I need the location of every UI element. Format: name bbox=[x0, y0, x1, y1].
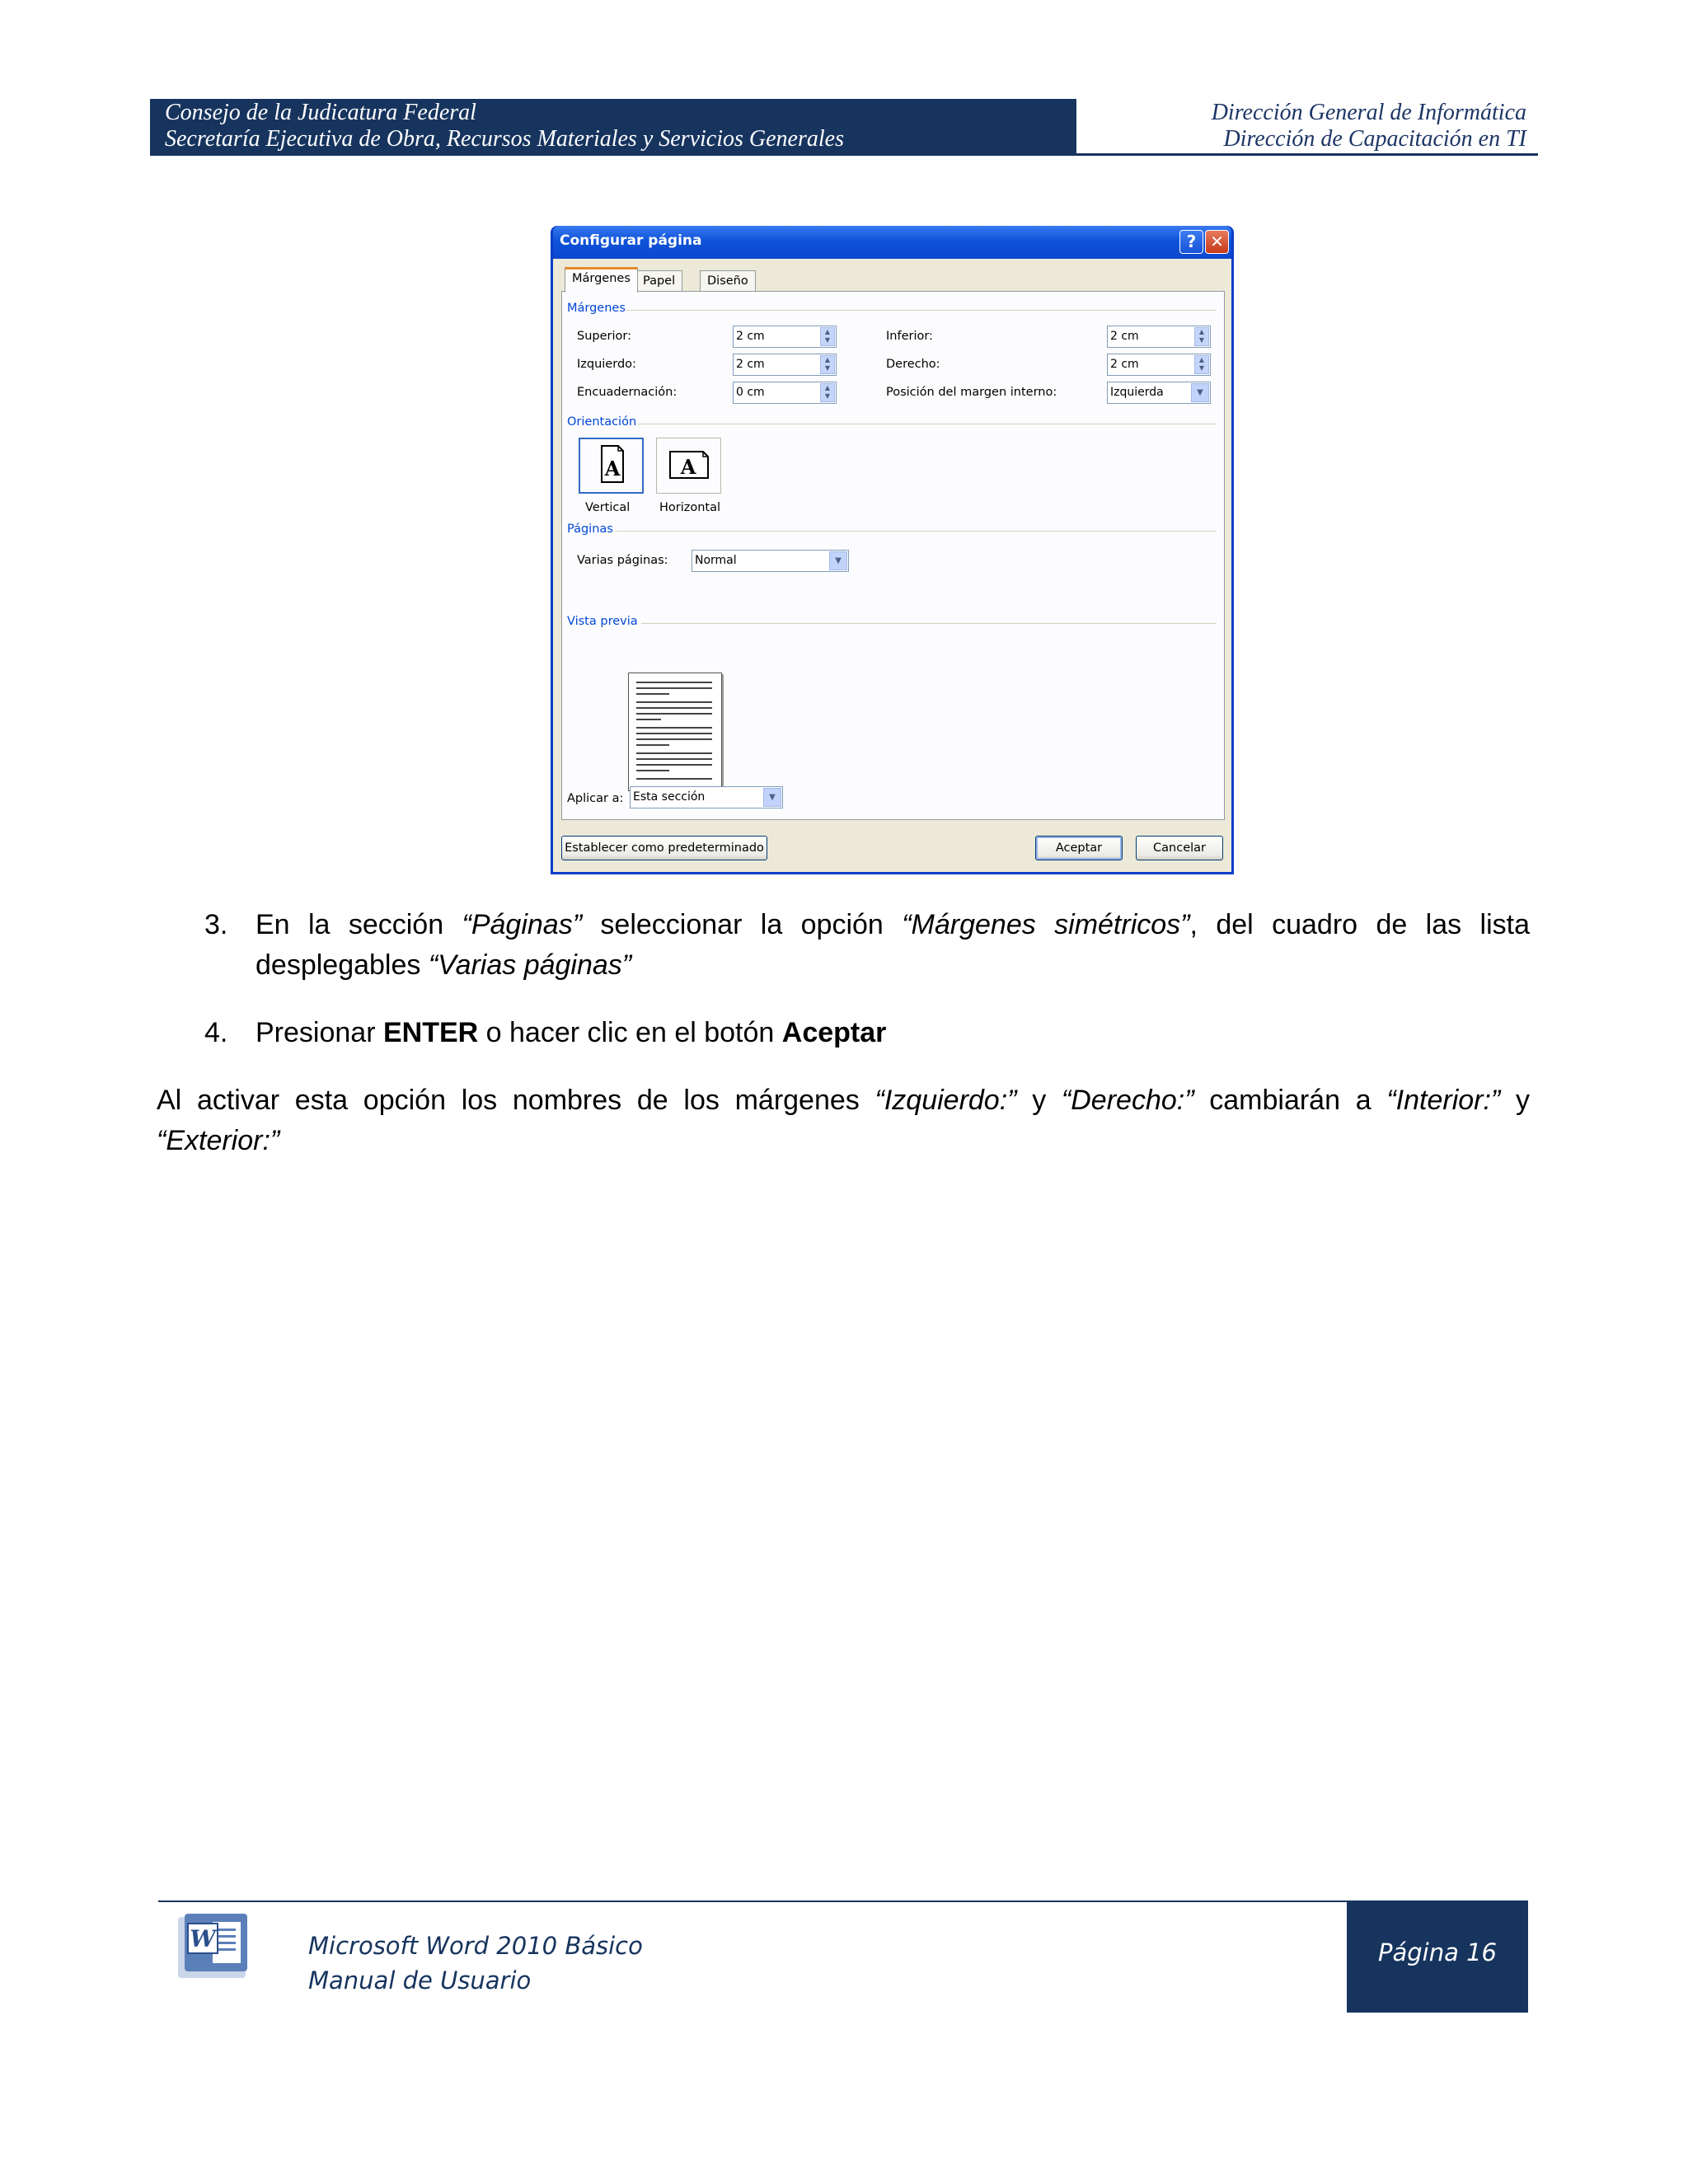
orientation-vertical-button[interactable] bbox=[579, 438, 644, 494]
text-run-italic: “Derecho:” bbox=[1061, 1085, 1194, 1116]
label-izquierdo: Izquierdo: bbox=[577, 358, 636, 371]
footer-course: Microsoft Word 2010 Básico bbox=[308, 1932, 643, 1960]
group-paginas: Páginas bbox=[567, 523, 613, 536]
header-left bbox=[165, 100, 844, 152]
close-icon[interactable]: ✕ bbox=[1205, 230, 1229, 254]
label-vertical: Vertical bbox=[585, 501, 631, 514]
header-secretaria: Secretaría Ejecutiva de Obra, Recursos Materiales y Servicios Generales bbox=[165, 126, 844, 152]
portrait-page-icon bbox=[580, 439, 643, 492]
text-run-italic: “Izquierdo:” bbox=[874, 1085, 1017, 1116]
text-run: seleccionar la opción bbox=[582, 909, 903, 940]
dialog-titlebar bbox=[553, 226, 1231, 259]
varias-paginas-select[interactable] bbox=[692, 550, 849, 572]
text-run: , del cuadro de las lista bbox=[1189, 909, 1530, 940]
izquierdo-spinner[interactable] bbox=[733, 354, 837, 376]
page-number: Página 16 bbox=[1378, 1938, 1497, 1966]
paragraph-line1 bbox=[157, 1080, 1530, 1121]
varias-paginas-value: Normal bbox=[695, 554, 737, 567]
label-posicion-margen: Posición del margen interno: bbox=[886, 386, 1057, 399]
text-run: cambiarán a bbox=[1193, 1085, 1387, 1116]
svg-text:A: A bbox=[604, 457, 621, 480]
label-superior: Superior: bbox=[577, 330, 631, 343]
svg-text:W: W bbox=[190, 1925, 216, 1952]
tab-panel bbox=[561, 291, 1225, 820]
step-3-number: 3. bbox=[204, 909, 228, 940]
inferior-value: 2 cm bbox=[1110, 330, 1139, 343]
posicion-margen-value: Izquierda bbox=[1110, 386, 1164, 399]
step-4-number: 4. bbox=[204, 1017, 228, 1048]
spin-arrows-icon[interactable]: ▲ ▼ bbox=[820, 327, 835, 346]
text-run: desplegables bbox=[256, 949, 429, 981]
spin-arrows-icon[interactable]: ▲ ▼ bbox=[820, 383, 835, 402]
group-divider bbox=[641, 623, 1217, 624]
label-inferior: Inferior: bbox=[886, 330, 933, 343]
paragraph-line2 bbox=[157, 1121, 1530, 1161]
aplicar-a-value: Esta sección bbox=[633, 790, 706, 804]
superior-spinner[interactable] bbox=[733, 326, 837, 348]
aplicar-a-select[interactable] bbox=[630, 786, 783, 808]
posicion-margen-select[interactable] bbox=[1107, 382, 1211, 404]
step-3-line2 bbox=[256, 945, 1530, 986]
label-varias-paginas: Varias páginas: bbox=[577, 554, 668, 567]
spin-arrows-icon[interactable]: ▲ ▼ bbox=[1194, 327, 1209, 346]
group-divider bbox=[617, 531, 1217, 532]
chevron-down-icon[interactable]: ▼ bbox=[763, 788, 781, 807]
text-run: y bbox=[1016, 1085, 1062, 1116]
chevron-down-icon[interactable]: ▼ bbox=[829, 551, 847, 570]
cancel-button[interactable]: Cancelar bbox=[1136, 836, 1223, 860]
group-vista-previa: Vista previa bbox=[567, 615, 638, 628]
label-horizontal: Horizontal bbox=[659, 501, 721, 514]
derecho-spinner[interactable] bbox=[1107, 354, 1211, 376]
step-4-line bbox=[256, 1013, 1530, 1053]
dialog-title: Configurar página bbox=[560, 232, 702, 249]
text-run: Al activar esta opción los nombres de los márgenes bbox=[157, 1085, 875, 1116]
text-run-bold: ENTER bbox=[382, 1017, 479, 1048]
header-capacitacion: Dirección de Capacitación en TI bbox=[1223, 126, 1526, 152]
izquierdo-value: 2 cm bbox=[736, 358, 765, 371]
footer-text bbox=[308, 1929, 643, 1998]
help-icon[interactable]: ? bbox=[1179, 230, 1203, 254]
header-rule bbox=[150, 153, 1538, 156]
inferior-spinner[interactable] bbox=[1107, 326, 1211, 348]
tab-diseno[interactable]: Diseño bbox=[700, 270, 756, 292]
dialog-body bbox=[553, 259, 1231, 872]
word-icon bbox=[176, 1912, 252, 1981]
label-derecho: Derecho: bbox=[886, 358, 940, 371]
tab-papel[interactable]: Papel bbox=[635, 270, 682, 292]
footer-manual: Manual de Usuario bbox=[308, 1966, 532, 1994]
header-right bbox=[1212, 100, 1526, 152]
landscape-page-icon bbox=[657, 438, 721, 493]
set-default-button[interactable]: Establecer como predeterminado bbox=[561, 836, 767, 860]
encuadernacion-spinner[interactable] bbox=[733, 382, 837, 404]
text-run-italic: “Exterior:” bbox=[157, 1125, 280, 1156]
text-run-italic: “Varias páginas” bbox=[428, 949, 632, 981]
superior-value: 2 cm bbox=[736, 330, 765, 343]
encuadernacion-value: 0 cm bbox=[736, 386, 765, 399]
text-run: En la sección bbox=[256, 909, 462, 940]
text-run: Presionar bbox=[256, 1017, 383, 1048]
group-margenes: Márgenes bbox=[567, 302, 626, 315]
text-run-italic: “Interior:” bbox=[1386, 1085, 1501, 1116]
page-setup-dialog bbox=[551, 226, 1234, 874]
text-run-italic: “Páginas” bbox=[462, 909, 583, 940]
spin-arrows-icon[interactable]: ▲ ▼ bbox=[820, 355, 835, 374]
tab-margenes[interactable]: Márgenes bbox=[565, 267, 638, 293]
svg-text:A: A bbox=[680, 455, 696, 479]
step-3-line1 bbox=[256, 905, 1530, 945]
text-run: y bbox=[1500, 1085, 1530, 1116]
page-preview bbox=[628, 673, 722, 791]
chevron-down-icon[interactable]: ▼ bbox=[1191, 383, 1209, 402]
text-run-italic: “Márgenes simétricos” bbox=[902, 909, 1190, 940]
group-divider bbox=[626, 310, 1217, 311]
text-run-bold: Aceptar bbox=[781, 1017, 887, 1048]
text-run: o hacer clic en el botón bbox=[478, 1017, 782, 1048]
spin-arrows-icon[interactable]: ▲ ▼ bbox=[1194, 355, 1209, 374]
header-org: Consejo de la Judicatura Federal bbox=[165, 100, 476, 125]
group-orientacion: Orientación bbox=[567, 415, 637, 429]
footer-rule bbox=[158, 1900, 1528, 1902]
derecho-value: 2 cm bbox=[1110, 358, 1139, 371]
header-direccion: Dirección General de Informática bbox=[1211, 100, 1526, 125]
label-encuadernacion: Encuadernación: bbox=[577, 386, 678, 399]
ok-button[interactable]: Aceptar bbox=[1035, 836, 1123, 860]
label-aplicar-a: Aplicar a: bbox=[567, 792, 624, 805]
orientation-horizontal-button[interactable] bbox=[656, 438, 721, 494]
